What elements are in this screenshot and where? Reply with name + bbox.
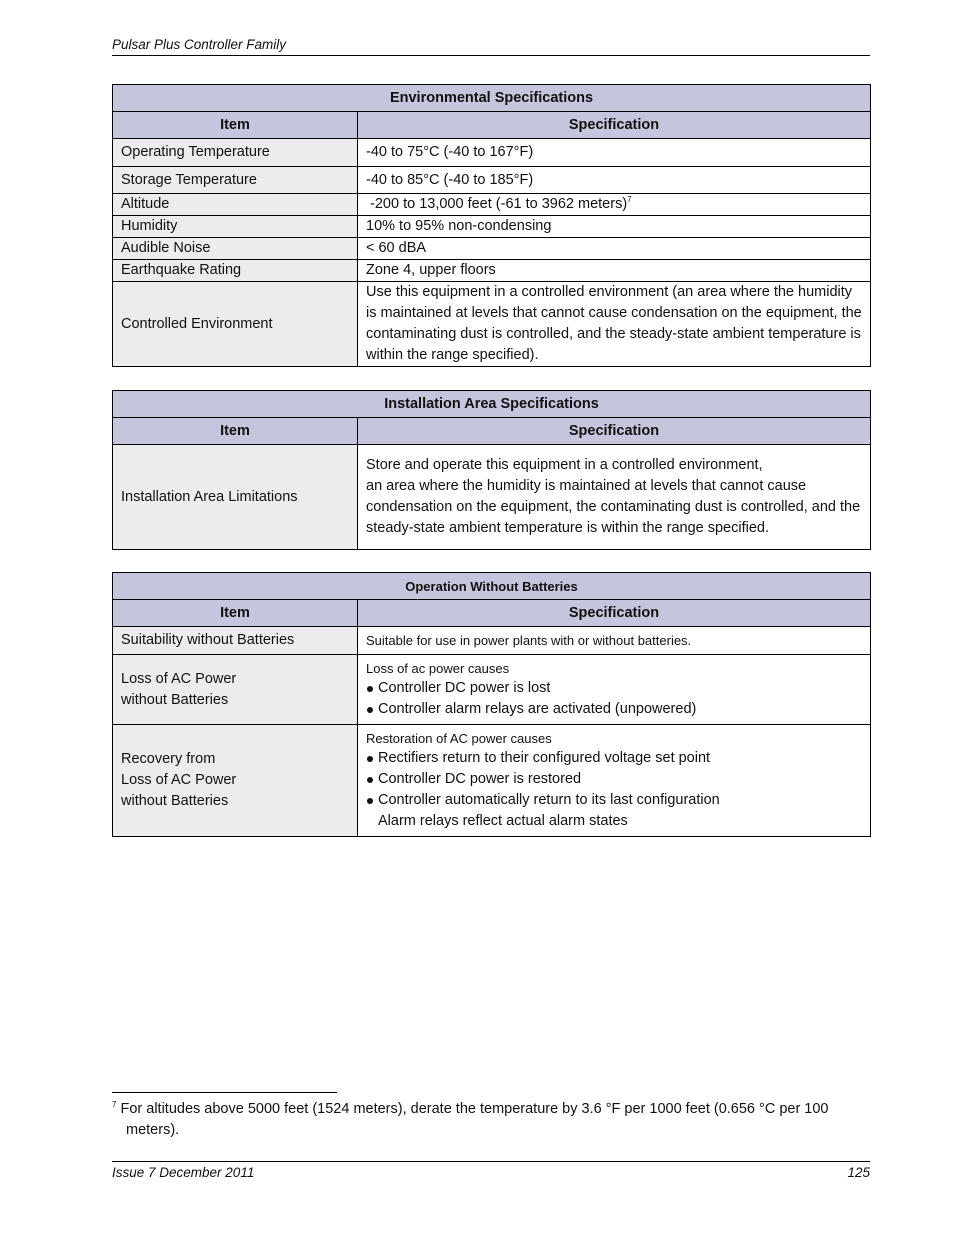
table-row xyxy=(113,238,871,260)
spec-humidity: 10% to 95% non-condensing xyxy=(358,216,871,238)
footnote-reference: 7 xyxy=(627,195,632,205)
item-recovery-from-loss-of-ac-power xyxy=(113,725,358,837)
column-header-specification: Specification xyxy=(358,600,871,627)
issue-date: Issue 7 December 2011 xyxy=(112,1165,255,1180)
document-title: Pulsar Plus Controller Family xyxy=(112,37,287,52)
spec-controlled-environment: Use this equipment in a controlled environment (an area where the humidity is maintained at levels that cannot cause condensation on the equipment, the contaminating dust is controlled, and the steady-state ambient temperature is within the range specified). xyxy=(358,282,871,367)
spec-storage-temperature: -40 to 85°C (-40 to 185°F) xyxy=(358,167,871,194)
altitude-value: -200 to 13,000 feet (-61 to 3962 meters) xyxy=(370,196,628,212)
item-loss-of-ac-power xyxy=(113,655,358,725)
item-line: without Batteries xyxy=(121,793,229,809)
column-header-specification: Specification xyxy=(358,112,871,139)
column-header-item: Item xyxy=(113,600,358,627)
running-header xyxy=(112,37,870,56)
footnote-divider xyxy=(112,1092,337,1093)
item-line: Loss of AC Power xyxy=(121,772,237,788)
table-row xyxy=(113,260,871,282)
bullet-item: Controller automatically return to its last configuration xyxy=(366,790,862,811)
bullet-item: Controller alarm relays are activated (unpowered) xyxy=(366,699,862,720)
item-line: without Batteries xyxy=(121,691,229,708)
spec-intro: Loss of ac power causes xyxy=(366,660,510,676)
item-line: Recovery from xyxy=(121,751,216,767)
spec-recovery-from-loss-of-ac-power xyxy=(358,725,871,837)
bullet-item: Controller DC power is restored xyxy=(366,769,862,790)
spec-operating-temperature: -40 to 75°C (-40 to 167°F) xyxy=(358,139,871,167)
column-header-specification: Specification xyxy=(358,418,871,445)
bullet-list xyxy=(366,748,862,811)
table-row xyxy=(113,139,871,167)
table-row xyxy=(113,627,871,655)
item-line: Loss of AC Power xyxy=(121,670,237,687)
footnote-text: For altitudes above 5000 feet (1524 meters), derate the temperature by 3.6 °F per 1000 feet (0.656 °C per 100 meters). xyxy=(120,1101,829,1138)
table-title: Installation Area Specifications xyxy=(113,391,871,418)
footnote xyxy=(112,1099,870,1141)
table-row xyxy=(113,216,871,238)
spec-earthquake-rating: Zone 4, upper floors xyxy=(358,260,871,282)
bullet-item: Controller DC power is lost xyxy=(366,678,862,699)
spec-audible-noise: < 60 dBA xyxy=(358,238,871,260)
installation-area-specifications-table xyxy=(112,390,871,550)
operation-without-batteries-table xyxy=(112,572,871,837)
spec-suitability-without-batteries: Suitable for use in power plants with or without batteries. xyxy=(358,627,871,655)
table-row xyxy=(113,655,871,725)
item-operating-temperature: Operating Temperature xyxy=(113,139,358,167)
table-row xyxy=(113,167,871,194)
item-installation-area-limitations: Installation Area Limitations xyxy=(113,445,358,550)
spec-line: Store and operate this equipment in a controlled environment, xyxy=(366,457,763,473)
table-row xyxy=(113,445,871,550)
page-number: 125 xyxy=(847,1165,870,1180)
item-altitude: Altitude xyxy=(113,194,358,216)
spec-altitude xyxy=(358,194,871,216)
column-header-item: Item xyxy=(113,418,358,445)
table-row xyxy=(113,282,871,367)
table-title: Operation Without Batteries xyxy=(113,573,871,600)
column-header-item: Item xyxy=(113,112,358,139)
table-row xyxy=(113,194,871,216)
bullet-continuation: Alarm relays reflect actual alarm states xyxy=(378,812,628,829)
table-title: Environmental Specifications xyxy=(113,85,871,112)
item-suitability-without-batteries: Suitability without Batteries xyxy=(113,627,358,655)
item-controlled-environment: Controlled Environment xyxy=(113,282,358,367)
item-audible-noise: Audible Noise xyxy=(113,238,358,260)
table-row xyxy=(113,725,871,837)
item-humidity: Humidity xyxy=(113,216,358,238)
running-footer xyxy=(112,1161,870,1182)
spec-loss-of-ac-power xyxy=(358,655,871,725)
footnote-number: 7 xyxy=(112,1100,117,1110)
spec-installation-area-limitations xyxy=(358,445,871,550)
bullet-list xyxy=(366,678,862,720)
bullet-item: Rectifiers return to their configured voltage set point xyxy=(366,748,862,769)
spec-line: an area where the humidity is maintained at levels that cannot cause condensation on the equipment, the contaminating dust is controlled, and the steady-state ambient temperature is within the range specified. xyxy=(366,478,861,536)
item-earthquake-rating: Earthquake Rating xyxy=(113,260,358,282)
spec-intro: Restoration of AC power causes xyxy=(366,730,552,746)
item-storage-temperature: Storage Temperature xyxy=(113,167,358,194)
environmental-specifications-table xyxy=(112,84,871,367)
